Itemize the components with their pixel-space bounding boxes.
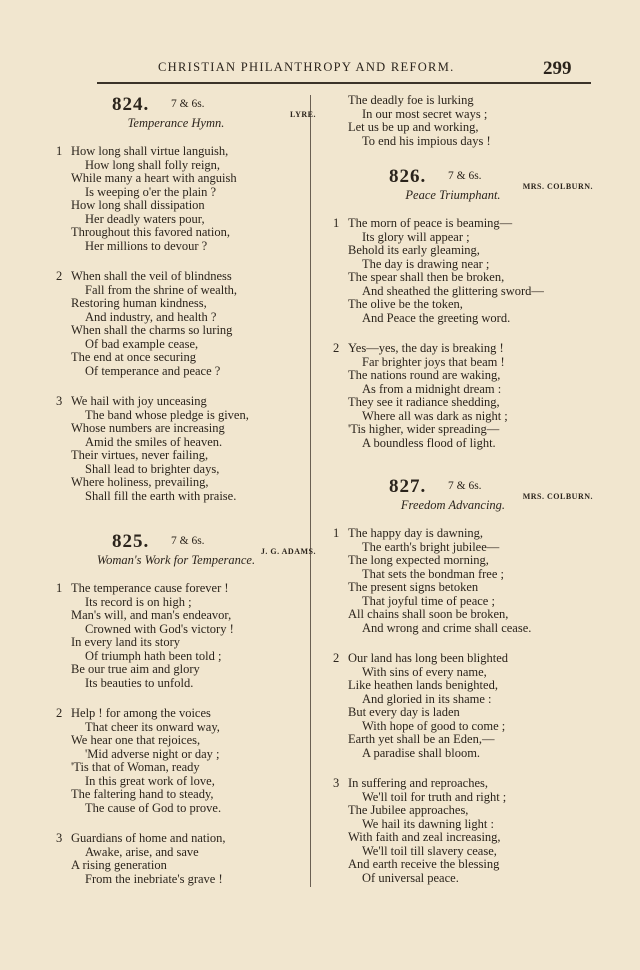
header-rule — [97, 82, 591, 84]
verse-line: How long shall virtue languish, — [71, 144, 229, 158]
stanza-number: 3 — [333, 776, 340, 790]
verse-line: Where all was dark as night ; — [362, 408, 508, 423]
verse-line: All chains shall soon be broken, — [348, 607, 509, 621]
verse-line: How long shall folly reign, — [85, 157, 221, 172]
stanza — [50, 395, 320, 503]
verse-line: With hope of good to come ; — [362, 718, 506, 733]
verse-line: The day is drawing near ; — [362, 256, 490, 271]
spacer — [50, 690, 320, 707]
verse-line: Its glory will appear ; — [362, 229, 470, 244]
verse-line: Its beauties to unfold. — [85, 675, 194, 690]
verse-line: Her deadly waters pour, — [85, 211, 205, 226]
verse-line: That joyful time of peace ; — [362, 593, 495, 608]
verse-line: Of triumph hath been told ; — [85, 648, 222, 663]
spacer — [327, 450, 597, 476]
verse-line: And wrong and crime shall cease. — [362, 620, 532, 635]
verse-line: With sins of every name, — [362, 664, 487, 679]
stanza — [327, 527, 597, 635]
verse-line: Whose numbers are increasing — [71, 421, 225, 435]
stanza-number: 2 — [56, 269, 63, 283]
hymn-number: 825. — [112, 531, 150, 552]
hymn-composer: MRS. COLBURN. — [522, 182, 593, 191]
verse-line: Shall fill the earth with praise. — [85, 488, 237, 503]
verse-line: And industry, and health ? — [85, 309, 217, 324]
verse-line: The long expected morning, — [348, 553, 489, 567]
hymn-number: 824. — [112, 94, 150, 115]
verse-line: The morn of peace is beaming— — [348, 216, 513, 230]
verse-line: But every day is laden — [348, 705, 460, 719]
spacer — [50, 378, 320, 395]
verse-line: Help ! for among the voices — [71, 706, 211, 720]
verse-line: Yes—yes, the day is breaking ! — [348, 341, 504, 355]
verse-line: That sets the bondman free ; — [362, 566, 504, 581]
hymn-number: 827. — [389, 476, 427, 497]
verse-line: Its record is on high ; — [85, 594, 192, 609]
verse-line: From the inebriate's grave ! — [85, 871, 223, 886]
verse-line: In this great work of love, — [85, 773, 215, 788]
hymn-meter: 7 & 6s. — [171, 535, 205, 547]
hymn-header — [327, 476, 597, 501]
verse-line: They see it radiance shedding, — [348, 395, 500, 409]
verse-line: As from a midnight dream : — [362, 381, 502, 396]
verse-line: Our land has long been blighted — [348, 651, 509, 665]
verse-line: We hail its dawning light : — [362, 816, 494, 831]
stanza — [50, 582, 320, 690]
verse-line: To end his impious days ! — [362, 133, 491, 148]
verse-line: In our most secret ways ; — [362, 106, 488, 121]
hymn-composer: MRS. COLBURN. — [522, 492, 593, 501]
verse-line: Is weeping o'er the plain ? — [85, 184, 217, 199]
verse-line: Where holiness, prevailing, — [71, 475, 209, 489]
stanza — [327, 652, 597, 760]
verse-line: Throughout this favored nation, — [71, 225, 230, 239]
verse-line: Awake, arise, and save — [85, 844, 199, 859]
verse-line: And Peace the greeting word. — [362, 310, 511, 325]
verse-line: How long shall dissipation — [71, 198, 205, 212]
verse-line: The band whose pledge is given, — [85, 407, 249, 422]
spacer — [50, 253, 320, 270]
verse-line: 'Tis that of Woman, ready — [71, 760, 200, 774]
verse-line: The earth's bright jubilee— — [362, 539, 500, 554]
stanza — [50, 270, 320, 378]
verse-line: Like heathen lands benighted, — [348, 678, 498, 692]
hymn-meter: 7 & 6s. — [448, 480, 482, 492]
verse-line: When shall the charms so luring — [71, 323, 233, 337]
stanza — [50, 145, 320, 253]
verse-line: Earth yet shall be an Eden,— — [348, 732, 495, 746]
verse-line: Let us be up and working, — [348, 120, 479, 134]
verse-line: The happy day is dawning, — [348, 526, 484, 540]
hymn-title: Woman's Work for Temperance. — [96, 553, 256, 567]
stanza-number: 3 — [56, 831, 63, 845]
hymn-number: 826. — [389, 166, 427, 187]
spacer — [50, 815, 320, 832]
stanza-number: 1 — [56, 581, 63, 595]
stanza — [50, 707, 320, 815]
verse-line: We'll toil for truth and right ; — [362, 789, 507, 804]
verse-line: And sheathed the glittering sword— — [362, 283, 544, 298]
continued-stanza — [327, 94, 597, 148]
verse-line: A boundless flood of light. — [362, 435, 496, 450]
verse-line: The present signs betoken — [348, 580, 479, 594]
verse-line: Be our true aim and glory — [71, 662, 200, 676]
verse-line: And gloried in its shame : — [362, 691, 492, 706]
verse-line: Crowned with God's victory ! — [85, 621, 234, 636]
stanza-number: 1 — [333, 526, 340, 540]
stanza-number: 3 — [56, 394, 63, 408]
stanza — [327, 342, 597, 450]
hymn-header — [50, 94, 320, 119]
right-column — [327, 94, 597, 885]
verse-line: Guardians of home and nation, — [71, 831, 226, 845]
stanza — [327, 777, 597, 885]
stanza-number: 2 — [333, 651, 340, 665]
spacer — [327, 148, 597, 166]
verse-line: The end at once securing — [71, 350, 196, 364]
hymn-header — [50, 531, 320, 556]
hymn-title: Peace Triumphant. — [405, 188, 501, 202]
verse-line: We hail with joy unceasing — [71, 394, 207, 408]
running-title: CHRISTIAN PHILANTHROPY AND REFORM. — [158, 60, 455, 74]
verse-line: The nations round are waking, — [348, 368, 501, 382]
verse-line: That cheer its onward way, — [85, 719, 220, 734]
stanza-number: 2 — [333, 341, 340, 355]
verse-line: The cause of God to prove. — [85, 800, 222, 815]
stanza-number: 1 — [56, 144, 63, 158]
hymn-composer: LYRE. — [290, 110, 316, 119]
verse-line: A rising generation — [71, 858, 167, 872]
verse-line: Their virtues, never failing, — [71, 448, 209, 462]
page-number: 299 — [543, 58, 572, 79]
verse-line: The faltering hand to steady, — [71, 787, 214, 801]
spacer — [327, 760, 597, 777]
hymn-title: Temperance Hymn. — [127, 116, 225, 130]
stanza-number: 2 — [56, 706, 63, 720]
verse-line: Far brighter joys that beam ! — [362, 354, 505, 369]
spacer — [50, 503, 320, 531]
verse-line: The olive be the token, — [348, 297, 463, 311]
verse-line: Fall from the shrine of wealth, — [85, 282, 238, 297]
verse-line: Of universal peace. — [362, 870, 459, 885]
verse-line: The deadly foe is lurking — [348, 93, 474, 107]
spacer — [327, 635, 597, 652]
stanza-number: 1 — [333, 216, 340, 230]
verse-line: The temperance cause forever ! — [71, 581, 229, 595]
verse-line: The Jubilee approaches, — [348, 803, 469, 817]
verse-line: When shall the veil of blindness — [71, 269, 232, 283]
verse-line: We hear one that rejoices, — [71, 733, 201, 747]
spacer — [327, 325, 597, 342]
verse-line: Her millions to devour ? — [85, 238, 208, 253]
verse-line: And earth receive the blessing — [348, 857, 500, 871]
verse-line: Shall lead to brighter days, — [85, 461, 220, 476]
hymn-title: Freedom Advancing. — [400, 498, 506, 512]
verse-line: In suffering and reproaches, — [348, 776, 488, 790]
stanza — [50, 832, 320, 886]
hymn-meter: 7 & 6s. — [171, 98, 205, 110]
stanza — [327, 217, 597, 325]
verse-line: We'll toil till slavery cease, — [362, 843, 497, 858]
hymn-meter: 7 & 6s. — [448, 170, 482, 182]
verse-line: The spear shall then be broken, — [348, 270, 505, 284]
verse-line: Man's will, and man's endeavor, — [71, 608, 232, 622]
verse-line: Of bad example cease, — [85, 336, 199, 351]
verse-line: With faith and zeal increasing, — [348, 830, 501, 844]
verse-line: Of temperance and peace ? — [85, 363, 221, 378]
verse-line: Amid the smiles of heaven. — [85, 434, 223, 449]
verse-line: Behold its early gleaming, — [348, 243, 480, 257]
left-column — [50, 94, 320, 886]
verse-line: 'Tis higher, wider spreading— — [348, 422, 500, 436]
verse-line: Restoring human kindness, — [71, 296, 207, 310]
hymn-header — [327, 166, 597, 191]
verse-line: While many a heart with anguish — [71, 171, 237, 185]
hymn-composer: J. G. ADAMS. — [260, 547, 316, 556]
verse-line: 'Mid adverse night or day ; — [85, 746, 220, 761]
verse-line: In every land its story — [71, 635, 181, 649]
verse-line: A paradise shall bloom. — [362, 745, 481, 760]
